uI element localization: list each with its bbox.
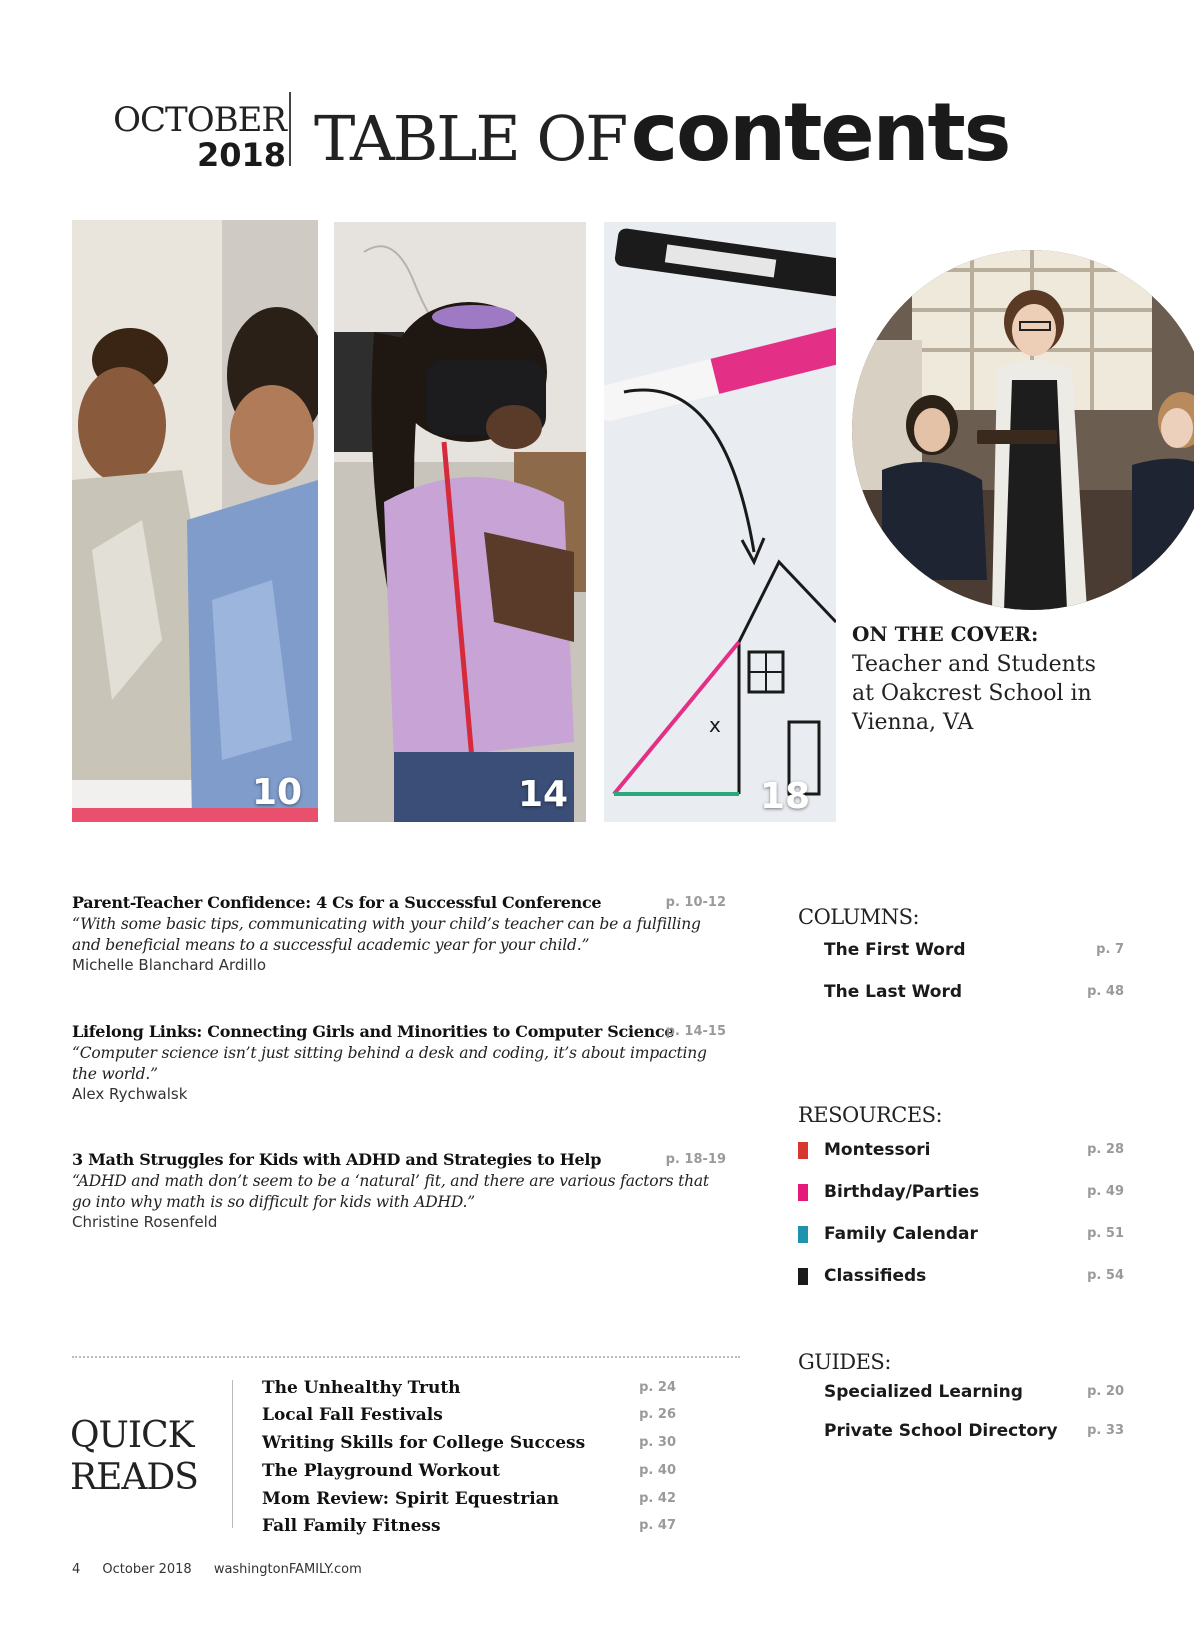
quick-read-item[interactable] <box>262 1489 676 1509</box>
quick-read-label: Fall Family Fitness <box>262 1516 441 1536</box>
resources-item-label: Family Calendar <box>824 1224 978 1244</box>
cover-heading: ON THE COVER: <box>852 622 1039 646</box>
article-title[interactable]: Parent-Teacher Confidence: 4 Cs for a Successful Conference <box>72 893 602 912</box>
article-page: p. 10-12 <box>665 895 726 910</box>
article-entry[interactable] <box>72 893 732 974</box>
resources-color-marker <box>798 1184 808 1201</box>
svg-text:x: x <box>709 713 721 737</box>
article-entry[interactable] <box>72 1022 732 1103</box>
section-divider <box>72 1356 740 1358</box>
photo-parent-teacher[interactable] <box>72 220 318 822</box>
quick-read-label: Mom Review: Spirit Equestrian <box>262 1489 560 1509</box>
cover-caption: Teacher and Students at Oakcrest School in Vienna, VA <box>852 652 1096 735</box>
quick-read-page: p. 42 <box>639 1491 676 1506</box>
quick-read-page: p. 40 <box>639 1463 676 1478</box>
photo-page-number: 18 <box>760 776 811 817</box>
article-author: Michelle Blanchard Ardillo <box>72 956 267 974</box>
guides-item-label: Specialized Learning <box>824 1382 1023 1402</box>
header-divider <box>289 92 291 166</box>
quick-read-page: p. 24 <box>639 1380 676 1395</box>
guides-item[interactable] <box>824 1421 1124 1441</box>
quick-read-label: Local Fall Festivals <box>262 1405 443 1425</box>
columns-item[interactable] <box>824 940 1124 960</box>
article-entry[interactable] <box>72 1150 732 1231</box>
quick-read-page: p. 26 <box>639 1407 676 1422</box>
article-author: Christine Rosenfeld <box>72 1213 218 1231</box>
columns-item[interactable] <box>824 982 1124 1002</box>
photo-page-number: 10 <box>252 772 303 813</box>
quick-read-item[interactable] <box>262 1405 676 1425</box>
resources-item-label: Classifieds <box>824 1266 927 1286</box>
quick-reads-divider <box>232 1380 233 1528</box>
cover-photo[interactable] <box>852 250 1194 610</box>
resources-item-page: p. 54 <box>1087 1268 1124 1283</box>
page-title <box>314 86 1009 179</box>
resources-color-marker <box>798 1142 808 1159</box>
quick-read-item[interactable] <box>262 1461 676 1481</box>
resources-item-page: p. 49 <box>1087 1184 1124 1199</box>
resources-item-page: p. 51 <box>1087 1226 1124 1241</box>
article-page: p. 18-19 <box>665 1152 726 1167</box>
article-quote: “Computer science isn’t just sitting behind a desk and coding, it’s about impacting the world.” <box>72 1044 707 1083</box>
quick-read-item[interactable] <box>262 1378 676 1398</box>
columns-heading: COLUMNS: <box>798 905 920 929</box>
article-quote: “With some basic tips, communicating with your child’s teacher can be a fulfilling and beneficial means to a successful academic year for your child.” <box>72 915 701 954</box>
quick-reads-title-line: QUICK <box>70 1415 194 1456</box>
guides-heading: GUIDES: <box>798 1350 891 1374</box>
photo-page-number: 14 <box>518 774 569 815</box>
page-footer <box>72 1562 380 1577</box>
quick-read-item[interactable] <box>262 1516 676 1536</box>
article-title[interactable]: Lifelong Links: Connecting Girls and Minorities to Computer Science <box>72 1022 675 1041</box>
resources-item[interactable] <box>824 1266 1124 1286</box>
article-page: p. 14-15 <box>665 1024 726 1039</box>
quick-reads-title <box>70 1415 198 1499</box>
columns-item-label: The First Word <box>824 940 966 960</box>
article-quote: “ADHD and math don’t seem to be a ‘natural’ fit, and there are various factors that go into why math is so difficult for kids with ADHD.” <box>72 1172 709 1211</box>
quick-reads-title-line: READS <box>70 1457 198 1498</box>
quick-read-page: p. 30 <box>639 1435 676 1450</box>
quick-read-label: Writing Skills for College Success <box>262 1433 586 1453</box>
quick-read-label: The Playground Workout <box>262 1461 500 1481</box>
photo-math-whiteboard[interactable] <box>604 222 836 822</box>
resources-item[interactable] <box>824 1140 1124 1160</box>
resources-item[interactable] <box>824 1182 1124 1202</box>
header-month: OCTOBER <box>113 100 286 140</box>
footer-website[interactable]: washingtonFAMILY.com <box>213 1562 362 1577</box>
header-year: 2018 <box>196 136 286 174</box>
article-title[interactable]: 3 Math Struggles for Kids with ADHD and Strategies to Help <box>72 1150 602 1169</box>
quick-read-page: p. 47 <box>639 1518 676 1533</box>
columns-item-page: p. 48 <box>1087 984 1124 999</box>
columns-item-page: p. 7 <box>1096 942 1124 957</box>
footer-issue: October 2018 <box>102 1562 192 1577</box>
quick-read-item[interactable] <box>262 1433 676 1453</box>
resources-item-page: p. 28 <box>1087 1142 1124 1157</box>
resources-color-marker <box>798 1226 808 1243</box>
resources-item-label: Birthday/Parties <box>824 1182 980 1202</box>
resources-item-label: Montessori <box>824 1140 931 1160</box>
resources-heading: RESOURCES: <box>798 1103 943 1127</box>
page-title-light: TABLE OF <box>314 102 627 175</box>
columns-item-label: The Last Word <box>824 982 962 1002</box>
guides-item-page: p. 20 <box>1087 1384 1124 1399</box>
resources-item[interactable] <box>824 1224 1124 1244</box>
footer-page-number: 4 <box>72 1562 81 1577</box>
quick-read-label: The Unhealthy Truth <box>262 1378 461 1398</box>
guides-item-page: p. 33 <box>1087 1423 1124 1438</box>
resources-color-marker <box>798 1268 808 1285</box>
guides-item-label: Private School Directory <box>824 1421 1058 1441</box>
photo-vr-girl[interactable] <box>334 222 586 822</box>
page-title-bold: contents <box>630 86 1010 179</box>
guides-item[interactable] <box>824 1382 1124 1402</box>
article-author: Alex Rychwalsk <box>72 1085 188 1103</box>
